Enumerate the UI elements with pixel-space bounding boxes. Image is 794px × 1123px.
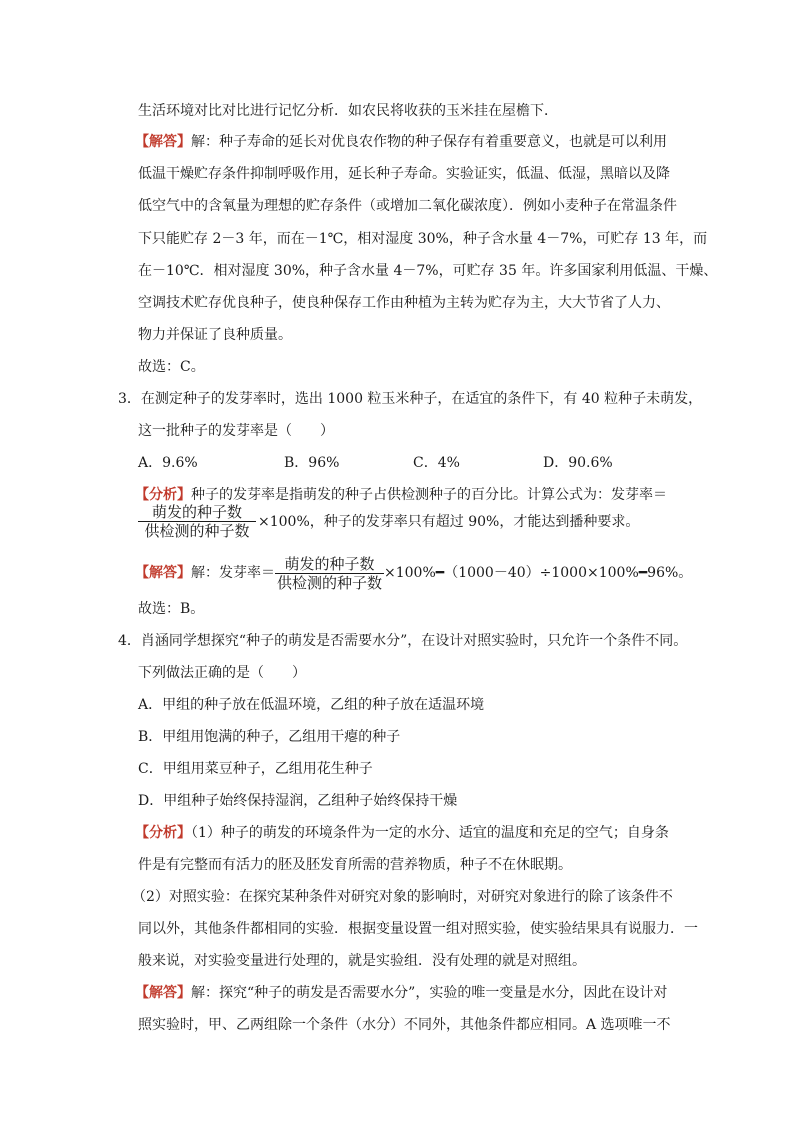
option-b: B．96%	[284, 455, 340, 471]
answer-tag: 【解答】	[135, 134, 191, 150]
analysis-line	[135, 823, 669, 843]
question-4-stem-cont: 下列做法正确的是（ ）	[138, 665, 306, 681]
option-a: A．甲组的种子放在低温环境，乙组的种子放在适温环境	[138, 697, 485, 713]
option-c: C．4%	[413, 455, 460, 471]
fraction-formula	[138, 503, 256, 540]
answer-text: 解：探究“种子的萌发是否需要水分”，实验的唯一变量是水分，因此在设计对	[191, 985, 668, 1001]
answer-line	[135, 983, 667, 1003]
option-b: B．甲组用饱满的种子，乙组用干瘪的种子	[138, 729, 401, 745]
question-3-stem-cont: 这一批种子的发芽率是（ ）	[138, 423, 334, 439]
text-line: 般来说，对实验变量进行处理的，就是实验组．没有处理的就是对照组。	[138, 953, 586, 969]
answer-fraction-numerator: 萌发的种子数	[275, 555, 384, 574]
answer-tail: ×100%━（1000－40）÷1000×100%━96%。	[384, 565, 693, 581]
text-line: 同以外，其他条件都相同的实验．根据变量设置一组对照实验，使实验结果具有说服力．一	[138, 921, 698, 937]
text-line: 物力并保证了良种质量。	[138, 327, 292, 343]
option-d: D．90.6%	[543, 455, 613, 471]
answer-pre: 解：发芽率＝	[191, 565, 275, 581]
answer-paragraph-line	[135, 132, 667, 152]
answer-tag: 【解答】	[135, 565, 191, 581]
text-line: 低温干燥贮存条件抑制呼吸作用，延长种子寿命。实验证实，低温、低湿，黑暗以及降	[138, 166, 670, 182]
option-c: C．甲组用菜豆种子，乙组用花生种子	[138, 761, 373, 777]
answer-formula-line	[135, 553, 692, 593]
text-line: （2）对照实验：在探究某种条件对研究对象的影响时，对研究对象进行的除了该条件不	[132, 889, 673, 905]
option-a: A．9.6%	[138, 455, 198, 471]
text-line: 下只能贮存 2－3 年，而在－1℃，相对湿度 30%，种子含水量 4－7%，可贮存 13 年，而	[138, 231, 708, 247]
text-line: 照实验时，甲、乙两组除一个条件（水分）不同外，其他条件都应相同。A 选项唯一不	[138, 1017, 671, 1033]
analysis-line	[135, 485, 667, 505]
fraction-numerator: 萌发的种子数	[138, 503, 256, 522]
answer-text: 解：种子寿命的延长对优良农作物的种子保存有着重要意义，也就是可以利用	[191, 134, 667, 150]
text-line: 件是有完整而有活力的胚及胚发育所需的营养物质，种子不在休眠期。	[138, 857, 572, 873]
analysis-text: 种子的发芽率是指萌发的种子占供检测种子的百分比。计算公式为：发芽率＝	[191, 487, 667, 503]
question-4-stem: 4．肖涵同学想探究“种子的萌发是否需要水分”，在设计对照实验时，只允许一个条件不同。	[118, 633, 688, 649]
answer-fraction-denominator: 供检测的种子数	[277, 573, 383, 592]
question-3-stem: 3．在测定种子的发芽率时，选出 1000 粒玉米种子，在适宜的条件下，有 40 粒种子未萌发，	[118, 391, 703, 407]
analysis-tail: ×100%，种子的发芽率只有超过 90%，才能达到播种要求。	[258, 514, 640, 530]
analysis-text: （1）种子的萌发的环境条件为一定的水分、适宜的温度和充足的空气；自身条	[191, 825, 669, 841]
answer-tag: 【解答】	[135, 985, 191, 1001]
option-d: D．甲组种子始终保持湿润，乙组种子始终保持干燥	[138, 793, 458, 809]
fraction-denominator: 供检测的种子数	[144, 522, 250, 540]
text-line: 生活环境对比对比进行记忆分析．如农民将收获的玉米挂在屋檐下．	[138, 103, 558, 119]
answer-fraction	[275, 555, 384, 592]
text-line: 低空气中的含氧量为理想的贮存条件（或增加二氧化碳浓度）．例如小麦种子在常温条件	[138, 198, 677, 214]
analysis-tag: 【分析】	[135, 487, 191, 503]
text-line: 在－10℃．相对湿度 30%，种子含水量 4－7%，可贮存 35 年。许多国家利用低温、干燥、	[138, 263, 718, 279]
text-line: 空调技术贮存优良种子，使良种保存工作由种植为主转为贮存为主，大大节省了人力、	[138, 295, 670, 311]
analysis-tag: 【分析】	[135, 825, 191, 841]
choice-line: 故选：B。	[138, 601, 205, 617]
choice-line: 故选：C。	[138, 359, 205, 375]
